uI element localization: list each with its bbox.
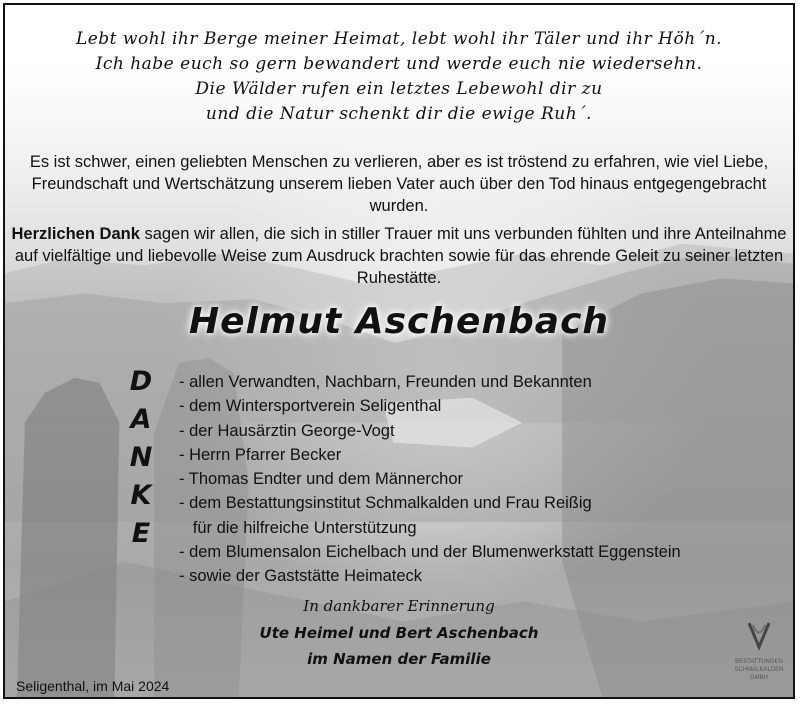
closing-line: In dankbarer Erinnerung	[303, 597, 495, 615]
list-item: - sowie der Gaststätte Heimateck	[179, 567, 423, 586]
thanks-text: sagen wir allen, die sich in stiller Trauer mit uns verbunden fühlten und ihre Anteilnahme auf vielfältige und liebevolle Weise zum Ausdruck brachten sowie für das ehrende Geleit zu seiner letzten Ruhestätte.	[14, 225, 787, 287]
danke-vertical	[121, 363, 161, 553]
svg-text:GMBH: GMBH	[750, 675, 768, 681]
signature-names: Ute Heimel und Bert Aschenbach	[259, 624, 539, 642]
list-item: - der Hausärztin George-Vogt	[179, 421, 395, 440]
list-item: für die hilfreiche Unterstützung	[179, 518, 417, 537]
funeral-home-logo	[731, 617, 787, 691]
danke-letter: D	[129, 366, 153, 397]
danke-letter: N	[129, 442, 153, 473]
thanks-bold: Herzlichen Dank	[11, 225, 140, 243]
obituary-card	[3, 3, 795, 699]
poem	[5, 27, 793, 127]
danke-letter: A	[130, 404, 152, 435]
deceased-name: Helmut Aschenbach	[188, 301, 610, 342]
danke-letter: K	[130, 480, 152, 511]
list-item: - Herrn Pfarrer Becker	[179, 445, 342, 464]
list-item: - Thomas Endter und dem Männerchor	[179, 470, 464, 489]
poem-line: Lebt wohl ihr Berge meiner Heimat, lebt wohl ihr Täler und ihr Höh´n.	[75, 29, 723, 49]
svg-text:BESTATTUNGEN: BESTATTUNGEN	[735, 659, 783, 665]
svg-text:SCHMALKALDEN: SCHMALKALDEN	[734, 667, 784, 673]
list-item: - dem Wintersportverein Seligenthal	[179, 397, 442, 416]
poem-line: Die Wälder rufen ein letztes Lebewohl dir zu	[195, 79, 603, 99]
list-item: - dem Blumensalon Eichelbach und der Blumenwerkstatt Eggenstein	[179, 543, 681, 562]
danke-letter: E	[131, 518, 151, 549]
list-item: - allen Verwandten, Nachbarn, Freunden und Bekannten	[179, 373, 592, 391]
thanks-list	[179, 370, 681, 589]
poem-line: und die Natur schenkt dir die ewige Ruh´.	[205, 104, 593, 124]
list-item: - dem Bestattungsinstitut Schmalkalden und Frau Reißig	[179, 494, 592, 513]
poem-line: Ich habe euch so gern bewandert und werde euch nie wiedersehn.	[95, 54, 703, 74]
signature-family: im Namen der Familie	[307, 650, 491, 668]
place-date: Seligenthal, im Mai 2024	[16, 678, 170, 694]
intro-paragraph: Es ist schwer, einen geliebten Menschen zu verlieren, aber es ist tröstend zu erfahren, wie viel Liebe, Freundschaft und Wertschätzung unserem lieben Vater auch über den Tod hinaus entgegengebracht wurden.	[29, 153, 769, 215]
thanks-paragraph	[11, 223, 787, 289]
